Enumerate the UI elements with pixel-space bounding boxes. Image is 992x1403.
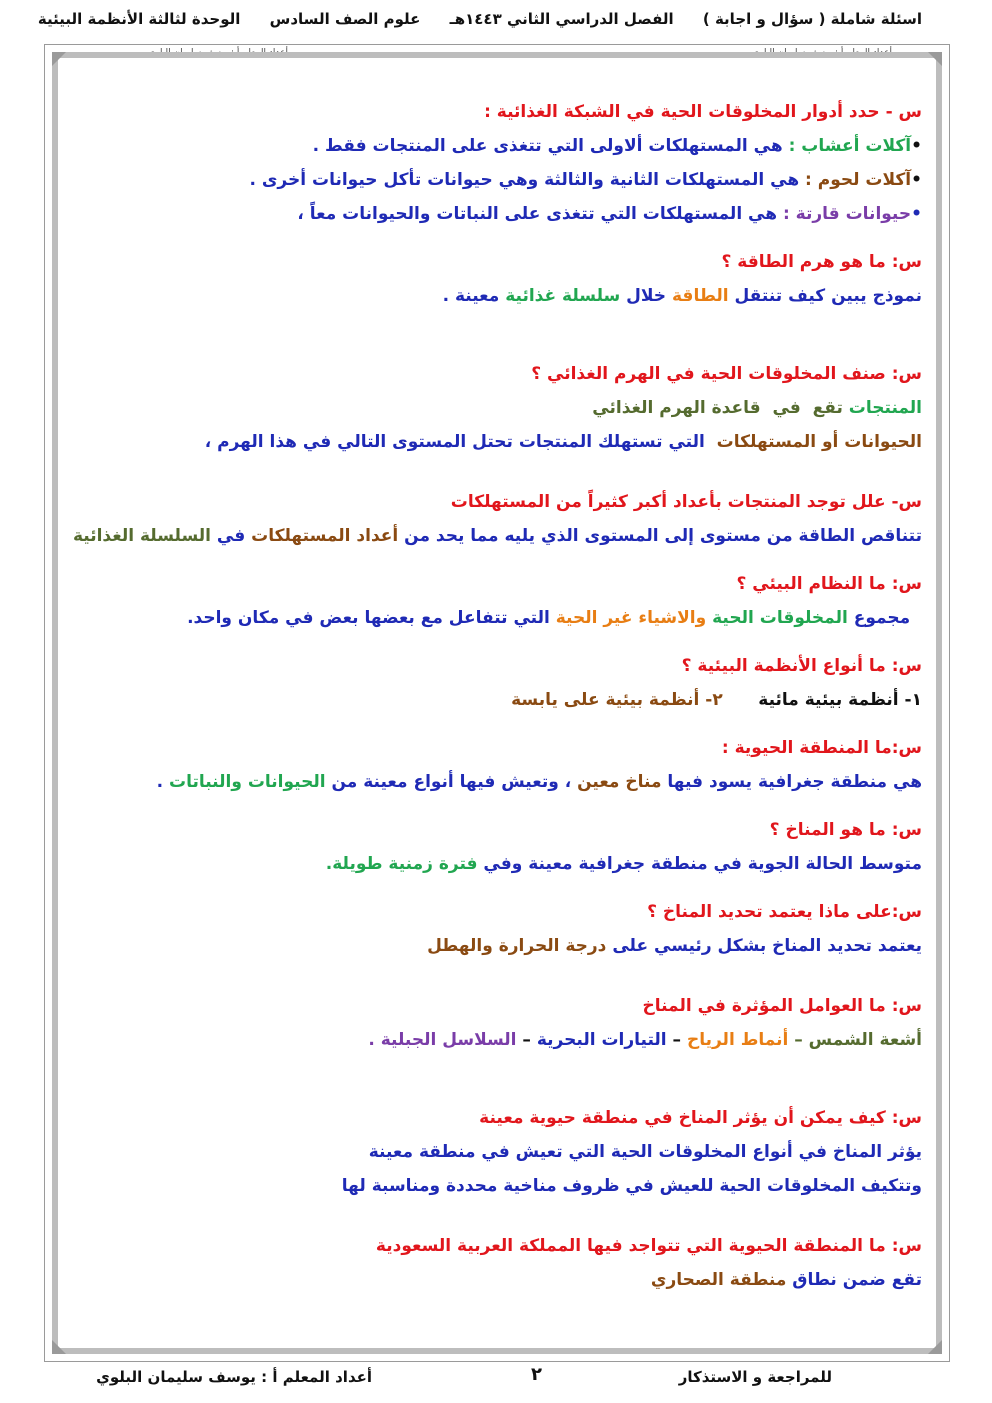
spacer: [80, 231, 922, 245]
qa-block: [80, 1101, 922, 1203]
spacer: [80, 799, 922, 813]
bullet-icon: •: [911, 170, 922, 190]
answer-line: [80, 1023, 922, 1057]
answer-segment: آكلات أعشاب :: [782, 136, 912, 156]
answer-segment: هي المستهلكات التي تتغذى على النباتات والحيوانات معاً ،: [297, 204, 778, 224]
header-author-left: أعداد المعلم أ : يوسف سليمان البلوي: [148, 48, 288, 58]
spacer: [80, 963, 922, 989]
answer-segment: الطاقة: [666, 286, 729, 306]
answer-line: [72, 519, 922, 553]
answer-line: [80, 1169, 922, 1203]
qa-block: [80, 895, 922, 963]
answer-segment: يعتمد تحديد المناخ بشكل رئيسي على: [606, 936, 922, 956]
qa-block: [80, 731, 922, 799]
answer-line: [80, 425, 922, 459]
corner-ornament-br: [928, 1340, 942, 1354]
header-unit: الوحدة لثالثة الأنظمة البيئية: [37, 10, 241, 28]
answer-line: [80, 683, 922, 717]
answer-line: [80, 391, 922, 425]
header-term: الفصل الدراسي الثاني ١٤٤٣هـ: [449, 10, 674, 28]
answer-line: [80, 929, 922, 963]
answer-segment: تقع ضمن نطاق: [786, 1270, 922, 1290]
answer-segment: هي المستهلكات ألاولى التي تتغذى على المنتجات فقط .: [312, 136, 783, 156]
answer-line: [80, 1263, 922, 1297]
answer-segment: الحيوانات والنباتات: [163, 772, 326, 792]
answer-segment: غذائية: [499, 286, 557, 306]
page-header: [37, 10, 922, 36]
answer-segment: ١- أنظمة بيئية مائية: [722, 690, 922, 710]
footer-review: للمراجعة و الاستذكار: [678, 1368, 832, 1386]
page-number: ٢: [531, 1364, 542, 1385]
question-text: س: ما هو المناخ ؟: [769, 820, 922, 840]
answer-segment: أعداد المستهلكات: [245, 526, 399, 546]
spacer: [80, 459, 922, 485]
answer-segment: تتناقص الطاقة من مستوى إلى المستوى الذي يليه مما يحد من: [398, 526, 922, 546]
answer-segment: في: [210, 526, 246, 546]
answer-line: [80, 279, 922, 313]
header-subject: علوم الصف السادس: [269, 10, 421, 28]
answer-segment: التي تتفاعل مع بعضها بعض في مكان واحد.: [187, 608, 550, 628]
answer-segment: المنتجات: [842, 398, 922, 418]
corner-ornament-bl: [52, 1340, 66, 1354]
corner-ornament-tl: [52, 52, 66, 66]
answer-segment: ، وتعيش فيها أنواع معينة من: [325, 772, 572, 792]
question-text: س: ما أنواع الأنظمة البيئية ؟: [681, 656, 922, 676]
question-text: س: صنف المخلوقات الحية في الهرم الغذائي ؟: [531, 364, 922, 384]
answer-segment: سلسلة: [556, 286, 621, 306]
spacer: [80, 553, 922, 567]
spacer: [80, 313, 922, 357]
answer-segment: الحيوانات أو المستهلكات: [704, 432, 922, 452]
question-text: س - حدد أدوار المخلوقات الحية في الشبكة الغذائية :: [484, 102, 922, 122]
qa-block: [80, 813, 922, 881]
answer-segment: تقع في: [760, 398, 843, 418]
answer-segment: مجموع: [847, 608, 922, 628]
answer-segment: حيوانات قارتة :: [777, 204, 912, 224]
answer-segment: هي المستهلكات الثانية والثالثة وهي حيوانات تأكل حيوانات أخرى .: [249, 170, 800, 190]
answer-segment: .: [156, 772, 164, 792]
spacer: [80, 881, 922, 895]
answer-segment: التي تستهلك المنتجات تحتل: [466, 432, 705, 452]
answer-line: [80, 847, 922, 881]
spacer: [80, 1057, 922, 1101]
question-text: س:ما المنطقة الحيوية :: [721, 738, 922, 758]
answer-segment: أنماط الرياح: [681, 1030, 789, 1050]
corner-ornament-tr: [928, 52, 942, 66]
qa-block: [72, 485, 922, 553]
answer-line: [80, 601, 922, 635]
spacer: [80, 1203, 922, 1229]
answer-segment: مناخ معين: [571, 772, 662, 792]
answer-segment: المستوى التالي في هذا الهرم ،: [204, 432, 467, 452]
bullet-icon: •: [911, 136, 922, 156]
answer-segment: منطقة الصحاري: [650, 1270, 787, 1290]
answer-segment: وتتكيف المخلوقات الحية للعيش في ظروف مناخية محددة ومناسبة لها: [341, 1176, 922, 1196]
header-author-right: أعداد المعلم أ : يوسف سليمان البلوي: [752, 48, 892, 58]
answer-segment: ٢- أنظمة بيئية على يابسة: [511, 690, 723, 710]
answer-segment: فترة زمنية طويلة.: [325, 854, 478, 874]
qa-block: [80, 1229, 922, 1297]
question-text: س: كيف يمكن أن يؤثر المناخ في منطقة حيوية معينة: [479, 1108, 922, 1128]
question-text: س: ما النظام البيئي ؟: [736, 574, 922, 594]
answer-line: [80, 163, 922, 197]
bullet-icon: •: [911, 204, 922, 224]
answer-line: [80, 1135, 922, 1169]
answer-segment: –: [516, 1030, 531, 1050]
qa-block: [80, 357, 922, 459]
question-text: س- علل توجد المنتجات بأعداد أكبر كثيراً من المستهلكات: [450, 492, 922, 512]
answer-segment: يؤثر المناخ في أنواع المخلوقات الحية التي تعيش في منطقة معينة: [368, 1142, 922, 1162]
answer-line: [80, 129, 922, 163]
qa-block: [80, 649, 922, 717]
answer-segment: السلاسل الجبلية .: [368, 1030, 517, 1050]
answer-segment: معينة .: [442, 286, 500, 306]
question-text: س:على ماذا يعتمد تحديد المناخ ؟: [647, 902, 922, 922]
question-text: س: ما العوامل المؤثرة في المناخ: [642, 996, 922, 1016]
footer-author: أعداد المعلم أ : يوسف سليمان البلوي: [96, 1368, 372, 1386]
answer-segment: متوسط الحالة الجوية في منطقة جغرافية معينة وفي: [477, 854, 922, 874]
answer-segment: خلال: [620, 286, 667, 306]
question-text: س: ما هو هرم الطاقة ؟: [721, 252, 922, 272]
header-title: اسئلة شاملة ( سؤال و اجابة ): [702, 10, 922, 28]
answer-segment: آكلات لحوم :: [799, 170, 912, 190]
answer-line: [80, 765, 922, 799]
answer-segment: والاشياء غير الحية: [549, 608, 707, 628]
spacer: [80, 717, 922, 731]
answer-line: [80, 197, 922, 231]
answer-segment: قاعدة الهرم الغذائي: [592, 398, 761, 418]
answer-segment: درجة الحرارة والهطل: [427, 936, 607, 956]
question-text: س: ما المنطقة الحيوية التي تتواجد فيها المملكة العربية السعودية: [375, 1236, 922, 1256]
answer-segment: هي منطقة جغرافية يسود فيها: [661, 772, 922, 792]
answer-segment: المخلوقات الحية: [706, 608, 848, 628]
spacer: [80, 635, 922, 649]
answer-segment: –: [666, 1030, 682, 1050]
qa-block: [80, 245, 922, 313]
qa-block: [80, 567, 922, 635]
answer-segment: نموذج يبين كيف تنتقل: [728, 286, 922, 306]
qa-block: [80, 95, 922, 231]
answer-segment: السلسلة الغذائية: [72, 526, 211, 546]
answer-segment: أشعة الشمس –: [788, 1030, 922, 1050]
qa-block: [80, 989, 922, 1057]
qa-content: [72, 95, 922, 1297]
answer-segment: التيارات البحرية: [530, 1030, 667, 1050]
